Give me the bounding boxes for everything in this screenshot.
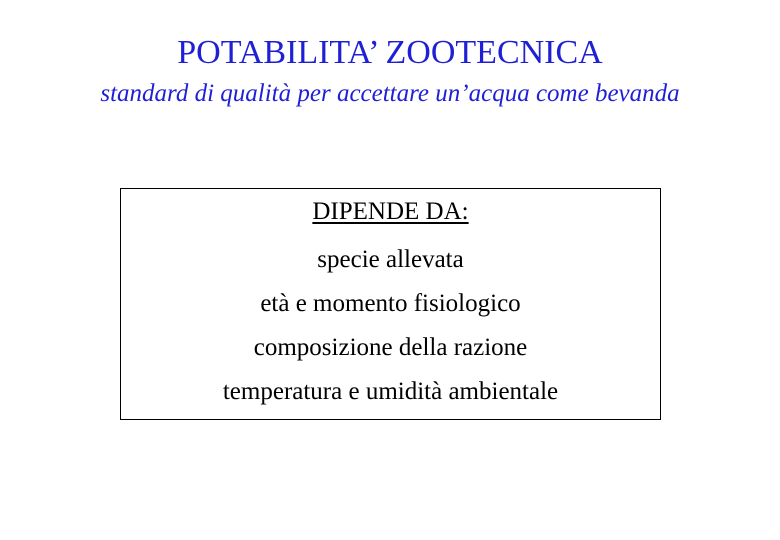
dependencies-box <box>120 188 661 420</box>
box-item-age: età e momento fisiologico <box>260 290 521 317</box>
box-item-species: specie allevata <box>317 246 464 273</box>
box-heading: DIPENDE DA: <box>312 198 469 225</box>
box-item-climate: temperatura e umidità ambientale <box>222 378 559 405</box>
slide-subtitle: standard di qualità per accettare un’acqua come bevanda <box>100 80 680 107</box>
slide-title: POTABILITA’ ZOOTECNICA <box>177 34 603 71</box>
box-item-ration: composizione della razione <box>253 334 528 361</box>
